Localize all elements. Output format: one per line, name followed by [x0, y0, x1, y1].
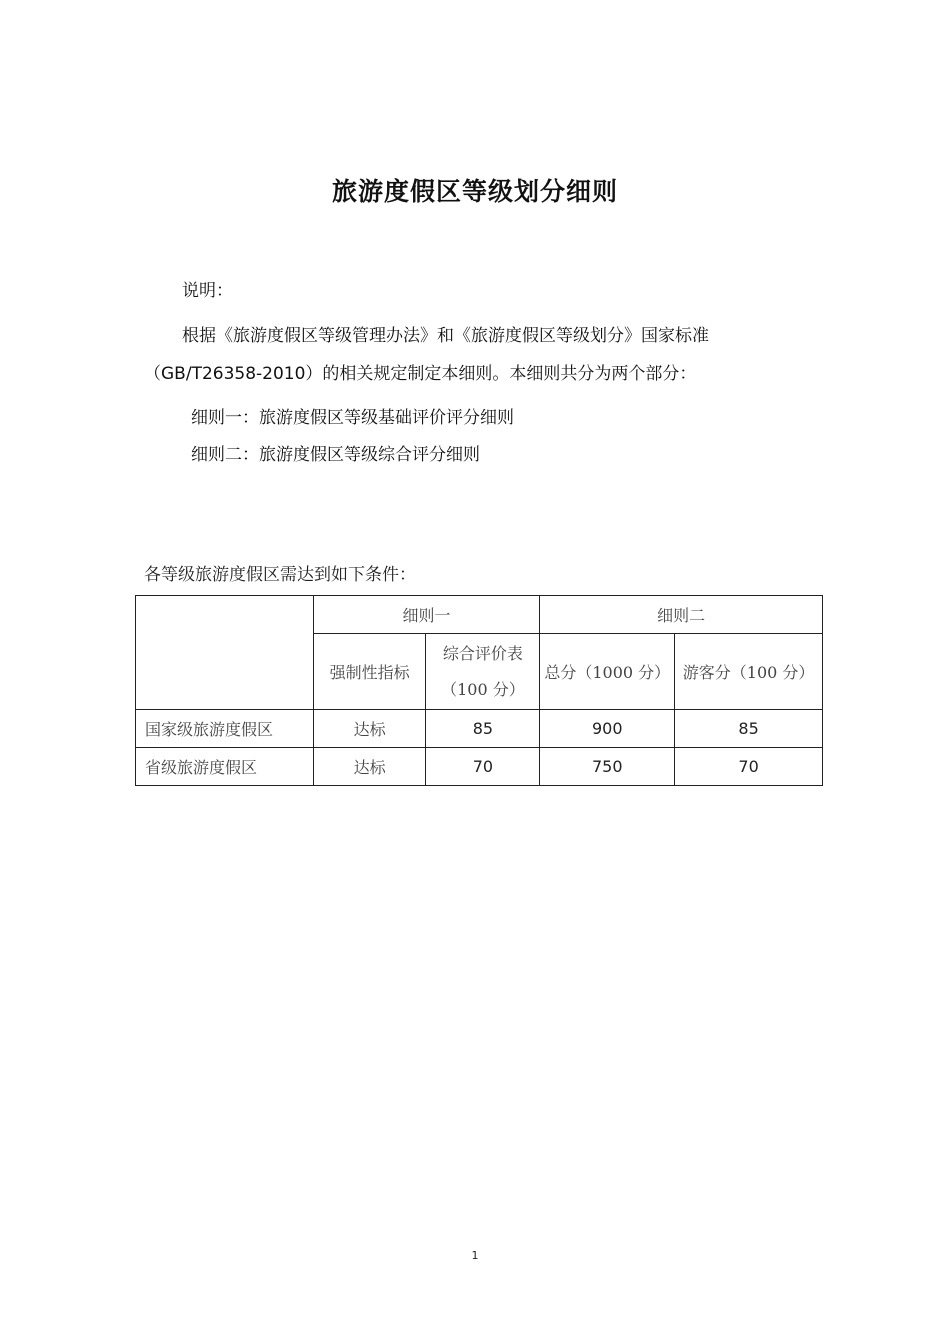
row-level-provincial: 省级旅游度假区	[136, 748, 314, 786]
cell-evaluation: 85	[426, 710, 540, 748]
table-header-row-groups	[136, 596, 823, 634]
column-header-evaluation-line-1: 综合评价表	[442, 643, 523, 663]
group-header-rule-two: 细则二	[540, 596, 823, 634]
group-header-rule-one: 细则一	[313, 596, 540, 634]
row-level-national: 国家级旅游度假区	[136, 710, 314, 748]
cell-mandatory: 达标	[313, 710, 426, 748]
cell-visitor-score: 70	[675, 748, 823, 786]
note-label: 说明：	[182, 281, 233, 301]
conditions-intro: 各等级旅游度假区需达到如下条件：	[144, 565, 416, 585]
table-row	[136, 710, 823, 748]
list-item-rule-one: 细则一：旅游度假区等级基础评价评分细则	[191, 408, 514, 428]
cell-mandatory: 达标	[313, 748, 426, 786]
cell-evaluation: 70	[426, 748, 540, 786]
column-header-total-score: 总分（1000 分）	[540, 634, 675, 710]
cell-visitor-score: 85	[675, 710, 823, 748]
column-header-visitor-score: 游客分（100 分）	[675, 634, 823, 710]
body-text-line-2: （GB/T26358-2010）的相关规定制定本细则。本细则共分为两个部分：	[144, 364, 697, 384]
column-header-evaluation	[426, 634, 540, 710]
table-corner-cell	[136, 596, 314, 710]
document-title: 旅游度假区等级划分细则	[331, 177, 618, 206]
column-header-evaluation-line-2: （100 分）	[441, 679, 525, 699]
list-item-rule-two: 细则二：旅游度假区等级综合评分细则	[191, 445, 480, 465]
body-text-line-1: 根据《旅游度假区等级管理办法》和《旅游度假区等级划分》国家标准	[182, 326, 709, 346]
column-header-mandatory: 强制性指标	[313, 634, 426, 710]
cell-total-score: 750	[540, 748, 675, 786]
page-number: 1	[471, 1249, 479, 1262]
table-row	[136, 748, 823, 786]
grade-conditions-table	[135, 595, 823, 786]
cell-total-score: 900	[540, 710, 675, 748]
